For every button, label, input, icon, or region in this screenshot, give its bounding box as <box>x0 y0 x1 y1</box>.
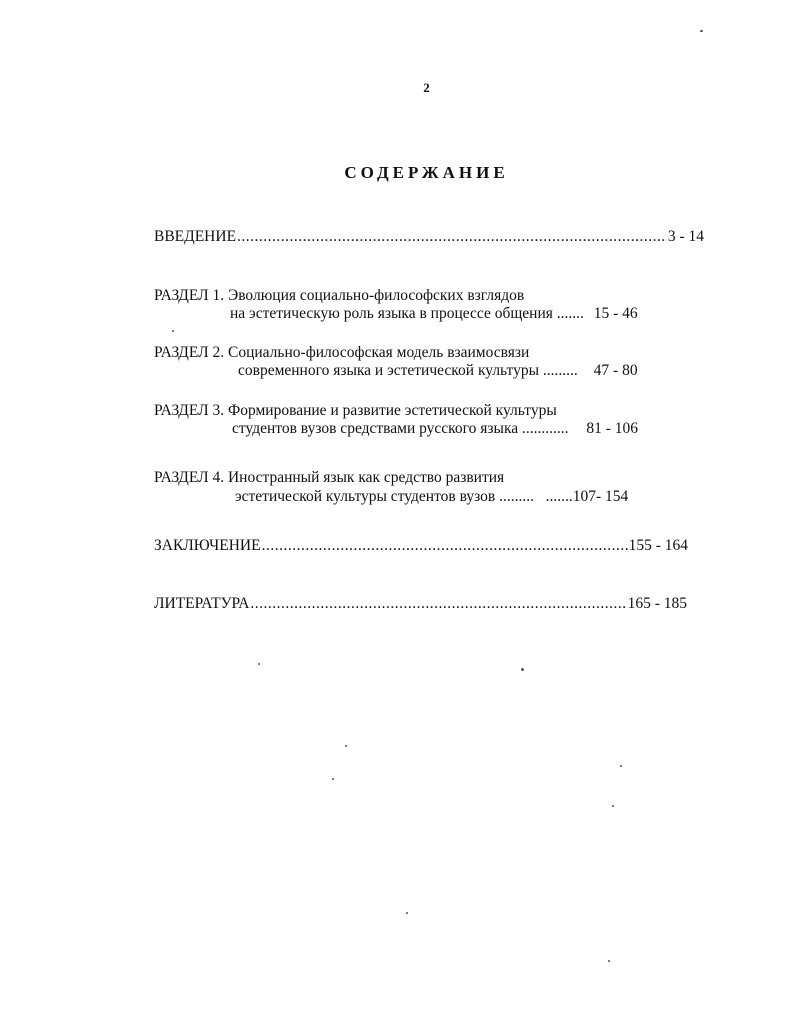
toc-literature-pages: 165 - 185 <box>627 595 687 612</box>
scan-speck <box>620 765 622 767</box>
toc-section2-subtitle: современного языка и эстетической культуры ......... <box>238 362 578 379</box>
toc-section1-line1: РАЗДЕЛ 1. Эволюция социально-философских взглядов <box>154 287 525 304</box>
toc-section3-pages: 81 - 106 <box>586 420 639 437</box>
toc-section2-pages: 47 - 80 <box>593 362 638 379</box>
toc-section4-line2 <box>235 488 628 506</box>
toc-introduction-pages: 3 - 14 <box>667 228 704 245</box>
toc-section1-line2 <box>230 305 638 323</box>
scan-speck <box>521 668 524 671</box>
toc-section2-line2 <box>238 362 638 380</box>
scan-speck <box>608 960 610 962</box>
toc-section1-subtitle: на эстетическую роль языка в процессе общения ....... <box>230 305 584 322</box>
toc-entry-literature <box>154 595 687 613</box>
scan-speck <box>258 663 260 665</box>
toc-entry-introduction <box>154 228 704 246</box>
toc-conclusion-label: ЗАКЛЮЧЕНИЕ <box>154 537 261 554</box>
toc-leader-dots <box>250 595 626 613</box>
scan-speck <box>172 330 174 332</box>
toc-section3-line2 <box>232 420 638 438</box>
toc-section4-line1: РАЗДЕЛ 4. Иностранный язык как средство развития <box>154 469 505 486</box>
scan-speck <box>700 30 703 32</box>
toc-section2-line1: РАЗДЕЛ 2. Социально-философская модель взаимосвязи <box>154 344 530 361</box>
scan-speck <box>332 778 334 780</box>
page-title: СОДЕРЖАНИЕ <box>344 163 509 182</box>
toc-section3-subtitle: студентов вузов средствами русского языка ............ <box>232 420 569 437</box>
toc-conclusion-pages: 155 - 164 <box>628 537 688 554</box>
toc-leader-dots <box>237 228 667 246</box>
page-number: 2 <box>423 80 430 95</box>
toc-section4-pages: 107- 154 <box>572 488 629 505</box>
toc-section4-subtitle: эстетической культуры студентов вузов ......... ....... <box>235 488 573 505</box>
scan-speck <box>612 805 614 807</box>
toc-section3-line1: РАЗДЕЛ 3. Формирование и развитие эстетической культуры <box>154 402 557 419</box>
toc-introduction-label: ВВЕДЕНИЕ <box>154 228 237 245</box>
scan-speck <box>345 745 347 747</box>
scan-speck <box>406 912 408 914</box>
toc-literature-label: ЛИТЕРАТУРА <box>154 595 250 612</box>
toc-section1-pages: 15 - 46 <box>593 305 638 322</box>
toc-entry-conclusion <box>154 537 688 555</box>
toc-leader-dots <box>262 537 628 555</box>
